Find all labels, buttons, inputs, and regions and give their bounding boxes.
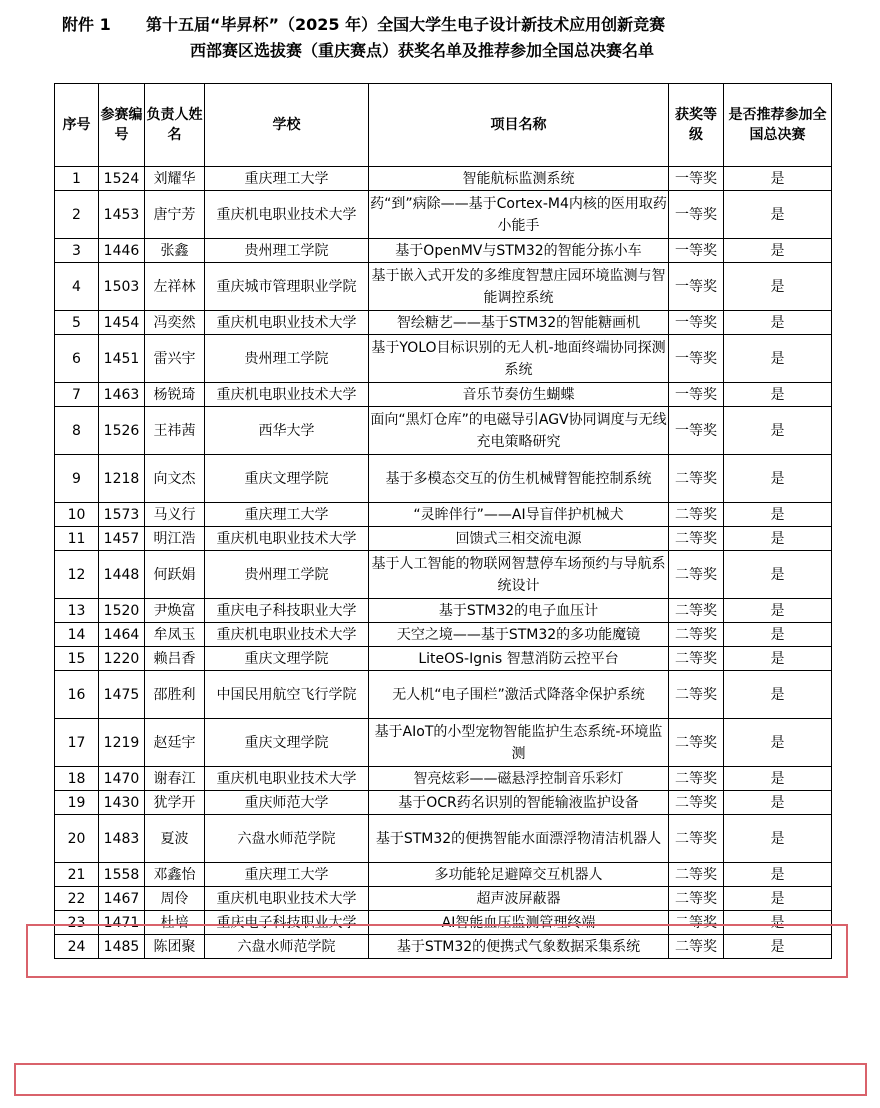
cell-no: 3 [55,239,99,263]
cell-recommend: 是 [724,527,832,551]
cell-recommend: 是 [724,239,832,263]
title-line-2: 西部赛区选拔赛（重庆赛点）获奖名单及推荐参加全国总决赛名单 [190,41,655,60]
cell-recommend: 是 [724,503,832,527]
cell-id: 1451 [99,335,145,383]
cell-award: 二等奖 [669,767,724,791]
cell-recommend: 是 [724,191,832,239]
cell-no: 18 [55,767,99,791]
title-text-1: 第十五届“毕昇杯”（2025 年）全国大学生电子设计新技术应用创新竞赛 [146,15,666,34]
cell-id: 1475 [99,671,145,719]
cell-school: 重庆机电职业技术大学 [205,527,369,551]
cell-recommend: 是 [724,911,832,935]
cell-id: 1485 [99,935,145,959]
cell-school: 贵州理工学院 [205,551,369,599]
table-row [55,455,832,503]
cell-leader: 邵胜利 [145,671,205,719]
cell-leader: 邓鑫怡 [145,863,205,887]
cell-award: 一等奖 [669,383,724,407]
header-recommend: 是否推荐参加全国总决赛 [724,84,832,167]
table-row [55,767,832,791]
table-header-row [55,84,832,167]
cell-recommend: 是 [724,623,832,647]
header-leader: 负责人姓名 [145,84,205,167]
cell-no: 14 [55,623,99,647]
cell-no: 23 [55,911,99,935]
cell-project: 基于YOLO目标识别的无人机-地面终端协同探测系统 [369,335,669,383]
cell-recommend: 是 [724,407,832,455]
cell-id: 1470 [99,767,145,791]
cell-recommend: 是 [724,815,832,863]
cell-award: 二等奖 [669,455,724,503]
cell-school: 重庆机电职业技术大学 [205,623,369,647]
table-row [55,551,832,599]
cell-id: 1457 [99,527,145,551]
cell-no: 21 [55,863,99,887]
cell-school: 重庆理工大学 [205,863,369,887]
cell-project: 基于OCR药名识别的智能输液监护设备 [369,791,669,815]
cell-award: 一等奖 [669,311,724,335]
cell-id: 1558 [99,863,145,887]
cell-id: 1219 [99,719,145,767]
table-row [55,815,832,863]
cell-no: 8 [55,407,99,455]
header-school: 学校 [205,84,369,167]
header-project: 项目名称 [369,84,669,167]
cell-project: AI智能血压监测管理终端 [369,911,669,935]
cell-id: 1220 [99,647,145,671]
cell-award: 二等奖 [669,863,724,887]
cell-project: 智绘糖艺——基于STM32的智能糖画机 [369,311,669,335]
cell-recommend: 是 [724,311,832,335]
table-row [55,263,832,311]
cell-id: 1524 [99,167,145,191]
cell-school: 重庆电子科技职业大学 [205,599,369,623]
cell-leader: 何跃娟 [145,551,205,599]
cell-project: 基于STM32的便携式气象数据采集系统 [369,935,669,959]
cell-award: 二等奖 [669,791,724,815]
table-row [55,599,832,623]
cell-project: 智能航标监测系统 [369,167,669,191]
cell-no: 9 [55,455,99,503]
cell-school: 重庆机电职业技术大学 [205,887,369,911]
table-row [55,503,832,527]
cell-project: 基于STM32的电子血压计 [369,599,669,623]
cell-recommend: 是 [724,383,832,407]
cell-project: 超声波屏蔽器 [369,887,669,911]
cell-project: 基于AIoT的小型宠物智能监护生态系统-环境监测 [369,719,669,767]
table-row [55,647,832,671]
cell-school: 六盘水师范学院 [205,815,369,863]
cell-project: 天空之境——基于STM32的多功能魔镜 [369,623,669,647]
cell-school: 六盘水师范学院 [205,935,369,959]
cell-school: 贵州理工学院 [205,335,369,383]
cell-id: 1448 [99,551,145,599]
table-row [55,167,832,191]
cell-project: 基于多模态交互的仿生机械臂智能控制系统 [369,455,669,503]
header-no: 序号 [55,84,99,167]
table-row [55,791,832,815]
cell-leader: 马义行 [145,503,205,527]
cell-school: 西华大学 [205,407,369,455]
cell-no: 5 [55,311,99,335]
cell-project: 智亮炫彩——磁悬浮控制音乐彩灯 [369,767,669,791]
cell-leader: 雷兴宇 [145,335,205,383]
cell-recommend: 是 [724,647,832,671]
cell-award: 二等奖 [669,647,724,671]
cell-school: 重庆文理学院 [205,647,369,671]
cell-id: 1483 [99,815,145,863]
cell-project: LiteOS-Ignis 智慧消防云控平台 [369,647,669,671]
cell-school: 贵州理工学院 [205,239,369,263]
cell-project: 无人机“电子围栏”激活式降落伞保护系统 [369,671,669,719]
cell-recommend: 是 [724,767,832,791]
cell-leader: 陈团聚 [145,935,205,959]
cell-recommend: 是 [724,455,832,503]
cell-id: 1467 [99,887,145,911]
cell-leader: 刘耀华 [145,167,205,191]
cell-project: 基于嵌入式开发的多维度智慧庄园环境监测与智能调控系统 [369,263,669,311]
cell-recommend: 是 [724,167,832,191]
cell-leader: 犹学开 [145,791,205,815]
cell-project: 基于OpenMV与STM32的智能分拣小车 [369,239,669,263]
cell-id: 1503 [99,263,145,311]
cell-leader: 周伶 [145,887,205,911]
table-row [55,407,832,455]
cell-award: 二等奖 [669,815,724,863]
cell-award: 二等奖 [669,719,724,767]
cell-school: 重庆机电职业技术大学 [205,383,369,407]
cell-school: 重庆机电职业技术大学 [205,311,369,335]
cell-no: 4 [55,263,99,311]
cell-project: 药“到”病除——基于Cortex-M4内核的医用取药小能手 [369,191,669,239]
cell-no: 12 [55,551,99,599]
table-row [55,623,832,647]
cell-no: 11 [55,527,99,551]
title-line-1 [62,12,665,35]
cell-recommend: 是 [724,791,832,815]
cell-no: 10 [55,503,99,527]
cell-award: 二等奖 [669,551,724,599]
cell-school: 重庆理工大学 [205,503,369,527]
cell-id: 1430 [99,791,145,815]
cell-school: 重庆理工大学 [205,167,369,191]
cell-award: 二等奖 [669,599,724,623]
cell-school: 重庆文理学院 [205,719,369,767]
cell-award: 二等奖 [669,527,724,551]
table-row [55,671,832,719]
cell-leader: 杜培 [145,911,205,935]
cell-id: 1526 [99,407,145,455]
cell-no: 24 [55,935,99,959]
cell-award: 二等奖 [669,911,724,935]
cell-id: 1463 [99,383,145,407]
table-row [55,335,832,383]
cell-leader: 杨锐琦 [145,383,205,407]
cell-no: 22 [55,887,99,911]
cell-leader: 夏波 [145,815,205,863]
cell-no: 7 [55,383,99,407]
cell-award: 二等奖 [669,503,724,527]
cell-leader: 王祎茜 [145,407,205,455]
cell-award: 二等奖 [669,671,724,719]
cell-recommend: 是 [724,263,832,311]
cell-no: 17 [55,719,99,767]
cell-leader: 明江浩 [145,527,205,551]
award-table [54,83,832,959]
cell-award: 一等奖 [669,167,724,191]
highlight-box-row-24 [14,1063,867,1096]
cell-leader: 向文杰 [145,455,205,503]
cell-school: 重庆师范大学 [205,791,369,815]
cell-recommend: 是 [724,887,832,911]
header-id: 参赛编号 [99,84,145,167]
header-award: 获奖等级 [669,84,724,167]
cell-leader: 尹焕富 [145,599,205,623]
cell-leader: 牟凤玉 [145,623,205,647]
cell-id: 1464 [99,623,145,647]
highlight-box-row-20 [26,924,848,978]
cell-award: 一等奖 [669,263,724,311]
cell-school: 重庆城市管理职业学院 [205,263,369,311]
table-body [55,167,832,959]
cell-award: 一等奖 [669,335,724,383]
cell-leader: 唐宁芳 [145,191,205,239]
cell-id: 1446 [99,239,145,263]
cell-recommend: 是 [724,551,832,599]
cell-no: 1 [55,167,99,191]
table-row [55,383,832,407]
cell-recommend: 是 [724,863,832,887]
cell-project: 基于STM32的便携智能水面漂浮物清洁机器人 [369,815,669,863]
cell-school: 重庆电子科技职业大学 [205,911,369,935]
cell-leader: 冯奕然 [145,311,205,335]
cell-project: 基于人工智能的物联网智慧停车场预约与导航系统设计 [369,551,669,599]
cell-leader: 赵廷宇 [145,719,205,767]
cell-project: “灵眸伴行”——AI导盲伴护机械犬 [369,503,669,527]
cell-no: 15 [55,647,99,671]
cell-id: 1471 [99,911,145,935]
table-row [55,239,832,263]
cell-school: 重庆机电职业技术大学 [205,767,369,791]
cell-no: 13 [55,599,99,623]
cell-leader: 谢春江 [145,767,205,791]
cell-award: 一等奖 [669,407,724,455]
cell-award: 二等奖 [669,887,724,911]
table-row [55,527,832,551]
cell-id: 1453 [99,191,145,239]
cell-project: 回馈式三相交流电源 [369,527,669,551]
cell-recommend: 是 [724,599,832,623]
cell-award: 一等奖 [669,191,724,239]
cell-school: 中国民用航空飞行学院 [205,671,369,719]
cell-id: 1454 [99,311,145,335]
cell-school: 重庆机电职业技术大学 [205,191,369,239]
table-row [55,863,832,887]
cell-no: 20 [55,815,99,863]
cell-id: 1573 [99,503,145,527]
table-row [55,311,832,335]
table-row [55,191,832,239]
cell-recommend: 是 [724,671,832,719]
cell-no: 16 [55,671,99,719]
cell-project: 多功能轮足避障交互机器人 [369,863,669,887]
cell-award: 一等奖 [669,239,724,263]
cell-no: 6 [55,335,99,383]
cell-leader: 张鑫 [145,239,205,263]
cell-no: 19 [55,791,99,815]
cell-id: 1218 [99,455,145,503]
cell-recommend: 是 [724,935,832,959]
cell-project: 音乐节奏仿生蝴蝶 [369,383,669,407]
cell-id: 1520 [99,599,145,623]
cell-award: 二等奖 [669,935,724,959]
cell-school: 重庆文理学院 [205,455,369,503]
cell-leader: 赖吕香 [145,647,205,671]
cell-project: 面向“黑灯仓库”的电磁导引AGV协同调度与无线充电策略研究 [369,407,669,455]
table-row [55,719,832,767]
attachment-label: 附件 1 [62,15,111,34]
table-row [55,887,832,911]
cell-award: 二等奖 [669,623,724,647]
cell-recommend: 是 [724,335,832,383]
cell-recommend: 是 [724,719,832,767]
cell-leader: 左祥林 [145,263,205,311]
cell-no: 2 [55,191,99,239]
